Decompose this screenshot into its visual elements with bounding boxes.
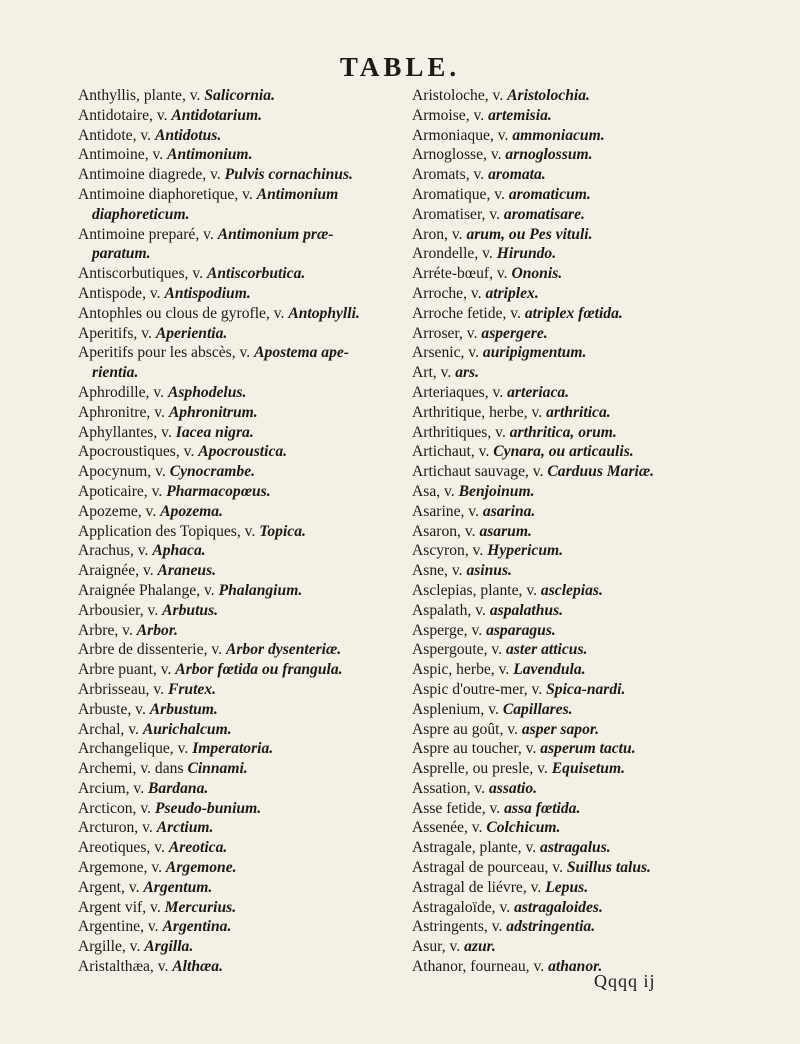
index-entry bbox=[412, 502, 728, 522]
index-entry bbox=[412, 403, 728, 423]
index-entry bbox=[78, 759, 400, 779]
entry-french-term: Astringents, v. bbox=[412, 918, 503, 936]
entry-latin-term: Carduus Mariæ. bbox=[547, 463, 655, 481]
entry-latin-term: asarina. bbox=[482, 502, 536, 520]
entry-french-term: Areotiques, v. bbox=[78, 839, 165, 857]
entry-latin-term: Capillares. bbox=[502, 700, 573, 718]
entry-french-term: Athanor, fourneau, v. bbox=[412, 958, 545, 976]
entry-french-term: Archemi, v. dans bbox=[78, 760, 184, 778]
entry-latin-term: Imperatoria. bbox=[192, 740, 274, 758]
entry-french-term: Arroche, v. bbox=[412, 284, 482, 302]
entry-french-term: Arcticon, v. bbox=[78, 799, 152, 817]
entry-latin-term: arthritica, orum. bbox=[509, 423, 617, 441]
entry-latin-term: Mercurius. bbox=[164, 898, 237, 916]
entry-latin-term: Salicornia. bbox=[204, 87, 275, 104]
entry-latin-term: atriplex. bbox=[485, 284, 539, 302]
entry-latin-term: arnoglossum. bbox=[505, 146, 593, 164]
index-entry bbox=[412, 442, 728, 462]
index-entry bbox=[78, 601, 400, 621]
index-entry bbox=[412, 185, 728, 205]
index-entry bbox=[78, 482, 400, 502]
entry-french-term: Aphyllantes, v. bbox=[78, 423, 172, 441]
entry-french-term: Assation, v. bbox=[412, 779, 486, 797]
entry-french-term: Apocynum, v. bbox=[78, 463, 166, 481]
entry-latin-term: Araneus. bbox=[157, 562, 217, 580]
entry-latin-term: Argentina. bbox=[162, 918, 232, 936]
entry-french-term: Arteriaques, v. bbox=[412, 383, 504, 401]
index-entry bbox=[412, 343, 728, 363]
index-entry bbox=[412, 799, 728, 819]
entry-french-term: Aspic, herbe, v. bbox=[412, 661, 510, 679]
entry-french-term: Aron, v. bbox=[412, 225, 463, 243]
index-entry bbox=[412, 363, 728, 383]
entry-latin-term: aster atticus. bbox=[506, 641, 588, 659]
page-title: TABLE. bbox=[339, 52, 461, 82]
index-entry bbox=[78, 403, 400, 423]
entry-french-term: Apoticaire, v. bbox=[78, 482, 163, 500]
index-entry bbox=[412, 640, 728, 660]
entry-french-term: Argent, v. bbox=[78, 878, 140, 896]
entry-french-term: Arthritiques, v. bbox=[412, 423, 506, 441]
entry-latin-term: assa fœtida. bbox=[504, 799, 581, 817]
entry-latin-term: adstringentia. bbox=[506, 918, 596, 936]
entry-latin-term: Cynocrambe. bbox=[169, 463, 256, 481]
index-entry bbox=[78, 818, 400, 838]
entry-latin-term: Lavendula. bbox=[513, 661, 586, 679]
entry-french-term: Asclepias, plante, v. bbox=[412, 581, 538, 599]
entry-latin-term: Arctium. bbox=[156, 819, 214, 837]
index-entry bbox=[412, 700, 728, 720]
entry-latin-term: arteriaca. bbox=[507, 383, 570, 401]
index-entry bbox=[78, 343, 400, 363]
entry-latin-term: Spica-nardi. bbox=[546, 680, 626, 698]
entry-latin-term: Pulvis cornachinus. bbox=[224, 166, 353, 184]
index-entry bbox=[412, 660, 728, 680]
index-entry bbox=[78, 858, 400, 878]
entry-latin-term: Arbor. bbox=[136, 621, 178, 639]
entry-latin-term: diaphoreticum. bbox=[92, 205, 190, 223]
entry-latin-term: assatio. bbox=[488, 779, 538, 797]
entry-french-term: Arthritique, herbe, v. bbox=[412, 403, 543, 421]
entry-french-term: Arnoglosse, v. bbox=[412, 146, 502, 164]
index-entry bbox=[412, 739, 728, 759]
entry-french-term: Aperitifs pour les abscès, v. bbox=[78, 344, 251, 362]
signature-mark: Qqqq ij bbox=[594, 971, 656, 991]
entry-french-term: Astragaloïde, v. bbox=[412, 898, 511, 916]
entry-latin-term: Aurichalcum. bbox=[142, 720, 232, 738]
entry-latin-term: Antimonium bbox=[256, 185, 339, 203]
index-entry bbox=[78, 225, 400, 245]
index-entry bbox=[412, 522, 728, 542]
entry-french-term: Aspic d'outre-mer, v. bbox=[412, 680, 543, 698]
entry-french-term: Asne, v. bbox=[412, 562, 463, 580]
entry-latin-term: athanor. bbox=[548, 958, 603, 976]
entry-latin-term: aromatisare. bbox=[503, 205, 585, 223]
entry-latin-term: aromata. bbox=[488, 166, 546, 184]
entry-french-term: Asplenium, v. bbox=[412, 700, 499, 718]
entry-latin-term: Arbor dysenteriæ. bbox=[225, 641, 342, 659]
index-entry bbox=[412, 482, 728, 502]
right-index-column bbox=[412, 86, 728, 977]
entry-french-term: Arbrisseau, v. bbox=[78, 680, 165, 698]
entry-french-term: Argille, v. bbox=[78, 938, 141, 956]
entry-french-term: Arachus, v. bbox=[78, 542, 149, 560]
index-entry bbox=[412, 720, 728, 740]
entry-latin-term: azur. bbox=[464, 938, 496, 956]
entry-french-term: Antidote, v. bbox=[78, 126, 152, 144]
entry-latin-term: Argemone. bbox=[165, 859, 237, 877]
entry-latin-term: asclepias. bbox=[540, 581, 603, 599]
index-entry bbox=[78, 324, 400, 344]
index-entry bbox=[78, 700, 400, 720]
index-entry bbox=[412, 86, 728, 106]
entry-latin-term: rientia. bbox=[92, 364, 139, 382]
index-entry bbox=[78, 581, 400, 601]
index-entry bbox=[78, 522, 400, 542]
entry-latin-term: ammoniacum. bbox=[512, 126, 605, 144]
index-entry bbox=[412, 917, 728, 937]
entry-french-term: Armoniaque, v. bbox=[412, 126, 509, 144]
entry-french-term: Arcturon, v. bbox=[78, 819, 153, 837]
entry-french-term: Araignée Phalange, v. bbox=[78, 581, 215, 599]
entry-latin-term: asparagus. bbox=[486, 621, 556, 639]
index-entry bbox=[78, 442, 400, 462]
index-entry bbox=[78, 363, 400, 383]
entry-latin-term: Aphronitrum. bbox=[168, 403, 258, 421]
entry-latin-term: Phalangium. bbox=[218, 581, 303, 599]
index-entry bbox=[412, 284, 728, 304]
entry-latin-term: asperum tactu. bbox=[540, 740, 636, 758]
entry-french-term: Archal, v. bbox=[78, 720, 139, 738]
entry-french-term: Antimoine, v. bbox=[78, 146, 164, 164]
entry-latin-term: Pseudo-bunium. bbox=[154, 799, 262, 817]
index-entry bbox=[412, 462, 728, 482]
entry-french-term: Antispode, v. bbox=[78, 284, 161, 302]
entry-latin-term: astragalus. bbox=[540, 839, 611, 857]
entry-latin-term: Asphodelus. bbox=[167, 383, 247, 401]
entry-latin-term: Pharmacopœus. bbox=[166, 482, 271, 500]
entry-latin-term: Topica. bbox=[259, 522, 306, 540]
entry-latin-term: Antidotus. bbox=[154, 126, 222, 144]
index-entry bbox=[78, 244, 400, 264]
entry-french-term: Antidotaire, v. bbox=[78, 106, 168, 124]
index-entry bbox=[412, 145, 728, 165]
entry-french-term: Antiscorbutiques, v. bbox=[78, 265, 204, 283]
left-index-column bbox=[78, 86, 400, 977]
entry-french-term: Assenée, v. bbox=[412, 819, 483, 837]
entry-latin-term: paratum. bbox=[92, 245, 151, 263]
index-entry bbox=[78, 145, 400, 165]
entry-latin-term: ars. bbox=[455, 364, 480, 382]
entry-latin-term: astragaloides. bbox=[514, 898, 603, 916]
entry-latin-term: Cinnami. bbox=[187, 760, 248, 778]
entry-latin-term: aspalathus. bbox=[489, 601, 564, 619]
index-entry bbox=[412, 264, 728, 284]
entry-french-term: Artichaut sauvage, v. bbox=[412, 463, 544, 481]
entry-french-term: Argent vif, v. bbox=[78, 898, 161, 916]
entry-french-term: Aspalath, v. bbox=[412, 601, 486, 619]
index-entry bbox=[78, 937, 400, 957]
index-entry bbox=[78, 799, 400, 819]
entry-french-term: Art, v. bbox=[412, 364, 452, 382]
index-entry bbox=[78, 205, 400, 225]
index-entry bbox=[412, 878, 728, 898]
index-entry bbox=[412, 581, 728, 601]
entry-french-term: Asa, v. bbox=[412, 482, 455, 500]
index-entry bbox=[412, 383, 728, 403]
entry-latin-term: Suillus talus. bbox=[566, 859, 651, 877]
entry-french-term: Aphronitre, v. bbox=[78, 403, 165, 421]
entry-latin-term: Frutex. bbox=[167, 680, 217, 698]
index-entry bbox=[412, 541, 728, 561]
entry-french-term: Antimoine diaphoretique, v. bbox=[78, 185, 253, 203]
entry-latin-term: Antispodium. bbox=[164, 284, 251, 302]
entry-latin-term: aspergere. bbox=[481, 324, 548, 342]
index-entry bbox=[78, 660, 400, 680]
entry-french-term: Antophles ou clous de gyrofle, v. bbox=[78, 304, 285, 322]
index-entry bbox=[412, 423, 728, 443]
entry-latin-term: asarum. bbox=[479, 522, 532, 540]
index-entry bbox=[78, 423, 400, 443]
entry-french-term: Arroser, v. bbox=[412, 324, 478, 342]
entry-latin-term: Colchicum. bbox=[486, 819, 561, 837]
entry-latin-term: Hirundo. bbox=[496, 245, 557, 263]
entry-latin-term: Cynara, ou articaulis. bbox=[493, 443, 634, 461]
index-entry bbox=[78, 838, 400, 858]
index-entry bbox=[78, 126, 400, 146]
entry-french-term: Asarine, v. bbox=[412, 502, 479, 520]
entry-french-term: Asperge, v. bbox=[412, 621, 483, 639]
index-entry bbox=[78, 185, 400, 205]
entry-french-term: Aspre au toucher, v. bbox=[412, 740, 537, 758]
entry-latin-term: asinus. bbox=[466, 562, 512, 580]
index-entry bbox=[412, 601, 728, 621]
entry-latin-term: atriplex fœtida. bbox=[524, 304, 623, 322]
index-entry bbox=[412, 165, 728, 185]
entry-latin-term: Arbustum. bbox=[149, 700, 218, 718]
index-entry bbox=[78, 264, 400, 284]
entry-latin-term: Lepus. bbox=[545, 878, 589, 896]
entry-latin-term: Hypericum. bbox=[487, 542, 564, 560]
entry-french-term: Arréte-bœuf, v. bbox=[412, 265, 508, 283]
entry-french-term: Arroche fetide, v. bbox=[412, 304, 521, 322]
entry-french-term: Aromats, v. bbox=[412, 166, 485, 184]
entry-latin-term: Antophylli. bbox=[288, 304, 360, 322]
entry-french-term: Aromatiser, v. bbox=[412, 205, 501, 223]
entry-latin-term: asper sapor. bbox=[521, 720, 599, 738]
index-entry bbox=[412, 244, 728, 264]
entry-french-term: Artichaut, v. bbox=[412, 443, 490, 461]
index-entry bbox=[78, 957, 400, 977]
entry-french-term: Application des Topiques, v. bbox=[78, 522, 256, 540]
entry-french-term: Armoise, v. bbox=[412, 106, 485, 124]
index-entry bbox=[412, 858, 728, 878]
index-entry bbox=[78, 165, 400, 185]
index-entry bbox=[78, 680, 400, 700]
index-entry bbox=[412, 818, 728, 838]
entry-latin-term: Aphaca. bbox=[152, 542, 206, 560]
entry-latin-term: Apostema ape- bbox=[254, 344, 349, 362]
index-entry bbox=[412, 225, 728, 245]
index-entry bbox=[412, 106, 728, 126]
entry-latin-term: artemisia. bbox=[488, 106, 552, 124]
index-entry bbox=[78, 878, 400, 898]
index-entry bbox=[78, 541, 400, 561]
entry-latin-term: Argentum. bbox=[143, 878, 213, 896]
entry-french-term: Arbre, v. bbox=[78, 621, 133, 639]
index-entry bbox=[78, 106, 400, 126]
entry-latin-term: Aristolochia. bbox=[507, 87, 590, 104]
index-entry bbox=[78, 304, 400, 324]
index-entry bbox=[78, 86, 400, 106]
entry-french-term: Araignée, v. bbox=[78, 562, 154, 580]
entry-french-term: Arbuste, v. bbox=[78, 700, 146, 718]
index-entry bbox=[78, 621, 400, 641]
entry-latin-term: Antimonium præ- bbox=[217, 225, 334, 243]
entry-french-term: Antimoine preparé, v. bbox=[78, 225, 214, 243]
index-entry bbox=[78, 898, 400, 918]
index-entry bbox=[78, 561, 400, 581]
index-entry bbox=[78, 383, 400, 403]
index-entry bbox=[412, 957, 728, 977]
index-entry bbox=[412, 759, 728, 779]
entry-french-term: Arsenic, v. bbox=[412, 344, 479, 362]
index-entry bbox=[78, 720, 400, 740]
entry-french-term: Arbre puant, v. bbox=[78, 661, 172, 679]
entry-french-term: Arcium, v. bbox=[78, 779, 145, 797]
entry-french-term: Aristoloche, v. bbox=[412, 87, 504, 104]
entry-french-term: Asprelle, ou presle, v. bbox=[412, 760, 548, 778]
entry-french-term: Anthyllis, plante, v. bbox=[78, 87, 201, 104]
entry-latin-term: Antimonium. bbox=[167, 146, 253, 164]
entry-french-term: Arbre de dissenterie, v. bbox=[78, 641, 223, 659]
entry-latin-term: aromaticum. bbox=[508, 185, 591, 203]
entry-french-term: Apozeme, v. bbox=[78, 502, 157, 520]
entry-french-term: Asaron, v. bbox=[412, 522, 476, 540]
entry-latin-term: Apozema. bbox=[160, 502, 223, 520]
index-entry bbox=[412, 937, 728, 957]
entry-french-term: Aristalthæa, v. bbox=[78, 958, 169, 976]
entry-french-term: Argentine, v. bbox=[78, 918, 159, 936]
index-entry bbox=[412, 324, 728, 344]
entry-french-term: Asse fetide, v. bbox=[412, 799, 501, 817]
index-entry bbox=[412, 561, 728, 581]
index-entry bbox=[412, 621, 728, 641]
entry-french-term: Astragal de pourceau, v. bbox=[412, 859, 563, 877]
entry-french-term: Arbousier, v. bbox=[78, 601, 159, 619]
entry-french-term: Aspergoute, v. bbox=[412, 641, 503, 659]
entry-latin-term: Argilla. bbox=[144, 938, 194, 956]
entry-french-term: Aphrodille, v. bbox=[78, 383, 165, 401]
index-entry bbox=[412, 898, 728, 918]
entry-french-term: Aperitifs, v. bbox=[78, 324, 152, 342]
entry-latin-term: Ononis. bbox=[511, 265, 563, 283]
entry-latin-term: auripigmentum. bbox=[482, 344, 587, 362]
entry-latin-term: Althæa. bbox=[172, 958, 223, 976]
entry-french-term: Astragale, plante, v. bbox=[412, 839, 537, 857]
index-entry bbox=[412, 838, 728, 858]
entry-latin-term: Equisetum. bbox=[551, 760, 625, 778]
entry-french-term: Astragal de liévre, v. bbox=[412, 878, 542, 896]
entry-french-term: Archangelique, v. bbox=[78, 740, 189, 758]
entry-latin-term: Areotica. bbox=[168, 839, 228, 857]
entry-french-term: Asur, v. bbox=[412, 938, 461, 956]
index-entry bbox=[412, 304, 728, 324]
entry-french-term: Aromatique, v. bbox=[412, 185, 505, 203]
index-entry bbox=[412, 126, 728, 146]
entry-latin-term: Iacea nigra. bbox=[175, 423, 254, 441]
index-entry bbox=[412, 680, 728, 700]
entry-latin-term: Apocroustica. bbox=[198, 443, 288, 461]
entry-latin-term: Aperientia. bbox=[155, 324, 228, 342]
entry-french-term: Argemone, v. bbox=[78, 859, 163, 877]
index-entry bbox=[78, 739, 400, 759]
entry-french-term: Apocroustiques, v. bbox=[78, 443, 195, 461]
index-entry bbox=[78, 284, 400, 304]
entry-latin-term: Antidotarium. bbox=[171, 106, 262, 124]
index-entry bbox=[78, 779, 400, 799]
index-entry bbox=[412, 779, 728, 799]
index-entry bbox=[412, 205, 728, 225]
entry-french-term: Aspre au goût, v. bbox=[412, 720, 518, 738]
index-entry bbox=[78, 502, 400, 522]
entry-latin-term: Benjoinum. bbox=[458, 482, 535, 500]
index-entry bbox=[78, 640, 400, 660]
entry-latin-term: arum, ou Pes vituli. bbox=[466, 225, 593, 243]
entry-latin-term: Arbutus. bbox=[162, 601, 219, 619]
index-entry bbox=[78, 462, 400, 482]
entry-latin-term: arthritica. bbox=[546, 403, 611, 421]
entry-latin-term: Antiscorbutica. bbox=[206, 265, 306, 283]
entry-latin-term: Arbor fœtida ou frangula. bbox=[175, 661, 343, 679]
entry-french-term: Ascyron, v. bbox=[412, 542, 484, 560]
index-entry bbox=[78, 917, 400, 937]
entry-latin-term: Bardana. bbox=[148, 779, 209, 797]
entry-french-term: Antimoine diagrede, v. bbox=[78, 166, 221, 184]
entry-french-term: Arondelle, v. bbox=[412, 245, 493, 263]
